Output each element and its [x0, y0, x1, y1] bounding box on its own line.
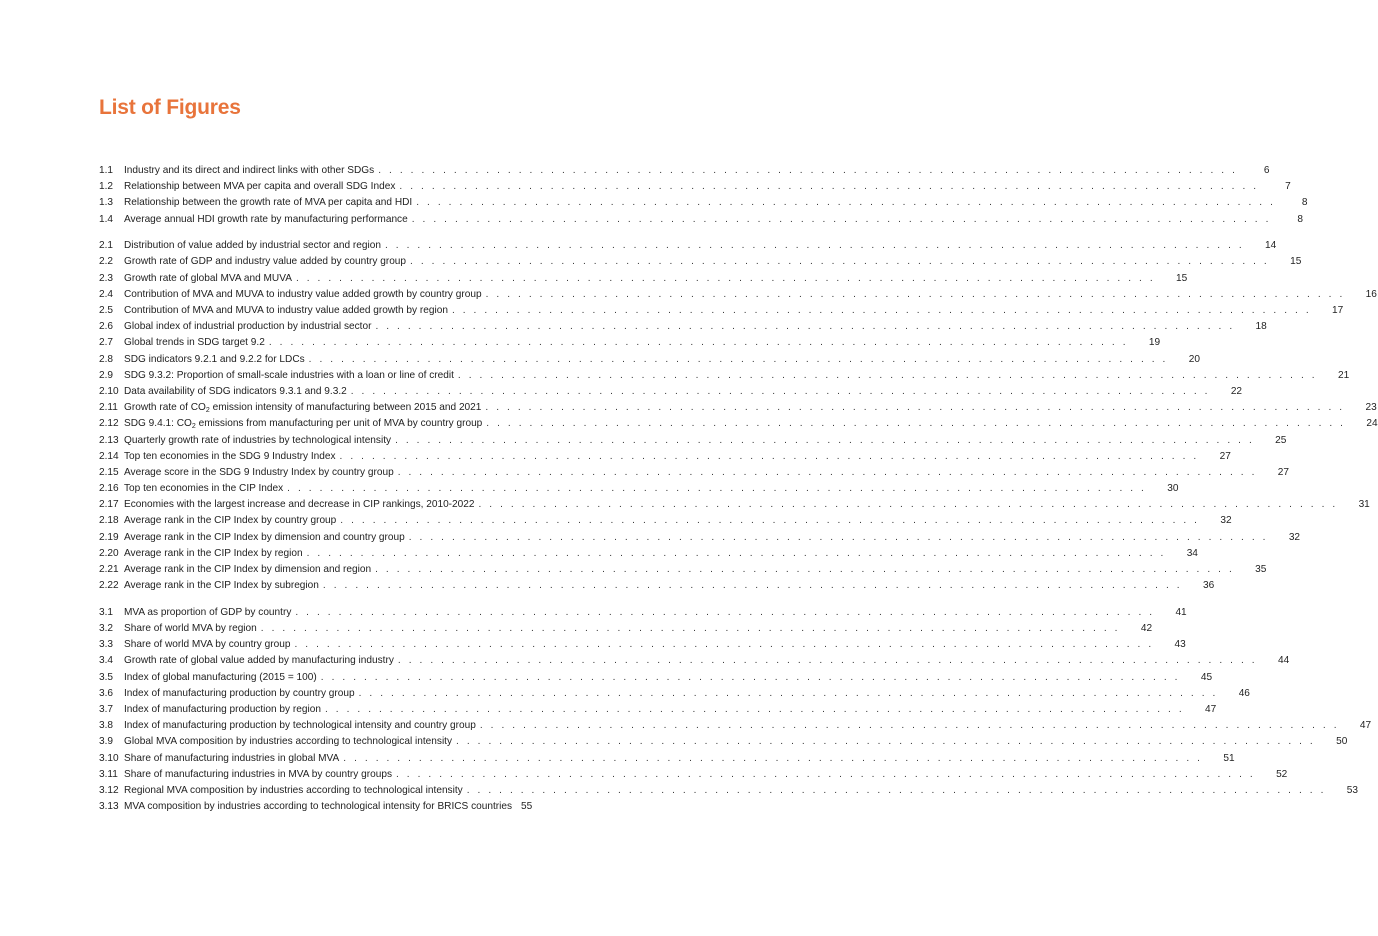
figure-number: 2.1: [99, 240, 114, 252]
figure-title: Index of manufacturing production by country group: [124, 687, 355, 699]
dot-leader: . . . . . . . . . . . . . . . . . . . . . . . . . . . . . . . . . . . . . . . . . . . . . . . . . . . . . . . . . . . . . . . . . . . . . . . . . . . . . . . .: [485, 402, 1345, 414]
page-number: 8: [1297, 213, 1304, 225]
dot-leader: . . . . . . . . . . . . . . . . . . . . . . . . . . . . . . . . . . . . . . . . . . . . . . . . . . . . . . . . . . . . . . . . . . . . . . . . . . . . . . . .: [384, 240, 1245, 252]
page-number: 50: [1336, 736, 1348, 748]
figure-number: 2.22: [99, 580, 119, 592]
dot-leader: . . . . . . . . . . . . . . . . . . . . . . . . . . . . . . . . . . . . . . . . . . . . . . . . . . . . . . . . . . . . . . . . . . . . . . . . . . . . . . . .: [322, 580, 1183, 592]
page-number: 41: [1175, 606, 1187, 618]
dot-leader: . . . . . . . . . . . . . . . . . . . . . . . . . . . . . . . . . . . . . . . . . . . . . . . . . . . . . . . . . . . . . . . . . . . . . . . . . . . . . . . .: [320, 671, 1181, 683]
figure-entry[interactable]: [99, 562, 1267, 578]
subscript: 2: [191, 423, 196, 431]
figure-title: SDG indicators 9.2.1 and 9.2.2 for LDCs: [124, 353, 305, 365]
figure-entry[interactable]: [99, 400, 1377, 416]
figure-title: Average rank in the CIP Index by dimension and country group: [124, 531, 405, 543]
figure-entry[interactable]: [99, 163, 1270, 179]
figure-title: Share of world MVA by region: [124, 623, 257, 635]
page-number: 32: [1288, 531, 1301, 543]
figure-title: Global MVA composition by industries according to technological intensity: [124, 736, 453, 748]
figure-number: 3.6: [99, 687, 114, 699]
figure-number: 1.4: [99, 213, 114, 225]
list-of-figures: [99, 163, 1378, 815]
figure-entry[interactable]: [99, 416, 1378, 432]
figure-title-part: Growth rate of CO: [124, 402, 206, 414]
figure-entry[interactable]: [99, 670, 1213, 686]
dot-leader: . . . . . . . . . . . . . . . . . . . . . . . . . . . . . . . . . . . . . . . . . . . . . . . . . . . . . . . . . . . . . . . . . . . . . . . . . . . . . . . .: [397, 655, 1258, 667]
figure-entry[interactable]: [99, 702, 1217, 718]
figure-number: 1.2: [99, 181, 114, 193]
page-number: 24: [1366, 418, 1378, 430]
dot-leader: . . . . . . . . . . . . . . . . . . . . . . . . . . . . . . . . . . . . . . . . . . . . . . . . . . . . . . . . . . . . . . . . . . . . . . . . . . . . . . . .: [411, 213, 1272, 225]
figure-entry[interactable]: [99, 368, 1350, 384]
page-number: 55: [521, 801, 533, 813]
figure-title: Regional MVA composition by industries according to technological intensity: [124, 784, 463, 796]
page-number: 27: [1277, 466, 1289, 478]
dot-leader: . . . . . . . . . . . . . . . . . . . . . . . . . . . . . . . . . . . . . . . . . . . . . . . . . . . . . . . . . . . . . . . . . . . . . . . . . . . . . . . .: [416, 197, 1276, 209]
dot-leader: . . . . . . . . . . . . . . . . . . . . . . . . . . . . . . . . . . . . . . . . . . . . . . . . . . . . . . . . . . . . . . . . . . . . . . . . . . . . . . . .: [268, 337, 1129, 349]
figure-entry[interactable]: [99, 497, 1370, 513]
figure-title: Average score in the SDG 9 Industry Index by country group: [124, 466, 394, 478]
figure-entry[interactable]: [99, 335, 1161, 351]
figure-group: [99, 163, 1308, 228]
figure-entry[interactable]: [99, 605, 1187, 621]
figure-title: Economies with the largest increase and decrease in CIP rankings, 2010-2022: [124, 499, 475, 511]
dot-leader: . . . . . . . . . . . . . . . . . . . . . . . . . . . . . . . . . . . . . . . . . . . . . . . . . . . . . . . . . . . . . . . . . . . . . . . . . . . . . . . .: [308, 353, 1168, 365]
dot-leader: . . . . . . . . . . . . . . . . . . . . . . . . . . . . . . . . . . . . . . . . . . . . . . . . . . . . . . . . . . . . . . . . . . . . . . . . . . . . . . . .: [485, 288, 1345, 300]
figure-number: 3.9: [99, 736, 114, 748]
page-number: 21: [1337, 369, 1350, 381]
figure-entry[interactable]: [99, 513, 1232, 529]
page-number: 36: [1202, 580, 1215, 592]
figure-title: Index of manufacturing production by region: [124, 704, 321, 715]
page-number: 23: [1365, 402, 1377, 414]
figure-number: 1.3: [99, 197, 114, 209]
figure-title: Industry and its direct and indirect links with other SDGs: [124, 165, 375, 176]
figure-title: Global index of industrial production by industrial sector: [124, 321, 372, 333]
dot-leader: . . . . . . . . . . . . . . . . . . . . . . . . . . . . . . . . . . . . . . . . . . . . . . . . . . . . . . . . . . . . . . . . . . . . . . . . . . . . . . . .: [350, 385, 1211, 397]
page-number: 22: [1230, 385, 1243, 397]
figure-title: Quarterly growth rate of industries by technological intensity: [124, 434, 392, 446]
dot-leader: . . . . . . . . . . . . . . . . . . . . . . . . . . . . . . . . . . . . . . . . . . . . . . . . . . . . . . . . . . . . . . . . . . . . . . . . . . . . . . . .: [343, 752, 1203, 764]
page-number: 51: [1223, 752, 1235, 764]
page-number: 30: [1167, 483, 1179, 495]
dot-leader: . . . . . . . . . . . . . . . . . . . . . . . . . . . . . . . . . . . . . . . . . . . . . . . . . . . . . . . . . . . . . . . . . . . . . . . . . . . . . . . .: [287, 483, 1147, 495]
page-number: 47: [1205, 704, 1217, 715]
page-number: 45: [1200, 671, 1213, 683]
figure-entry[interactable]: [99, 254, 1302, 270]
dot-leader: . . . . . . . . . . . . . . . . . . . . . . . . . . . . . . . . . . . . . . . . . . . . . . . . . . . . . . . . . . . . . . . . . . . . . . . . . . . . . . . .: [358, 687, 1218, 699]
figure-number: 3.7: [99, 704, 114, 715]
page-title: List of Figures: [99, 96, 241, 119]
figure-number: 3.11: [99, 768, 118, 780]
figure-entry[interactable]: [99, 718, 1372, 734]
figure-entry[interactable]: [99, 179, 1291, 195]
dot-leader: . . . . . . . . . . . . . . . . . . . . . . . . . . . . . . . . . . . . . . . . . . . . . . . . . . . . . . . . . . . . . . . . . . . . . . . . . . . . . . . .: [478, 499, 1338, 511]
dot-leader: . . . . . . . . . . . . . . . . . . . . . . . . . . . . . . . . . . . . . . . . . . . . . . . . . . . . . . . . . . . . . . . . . . . . . . . . . . . . . . . .: [375, 321, 1235, 333]
dot-leader: . . . . . . . . . . . . . . . . . . . . . . . . . . . . . . . . . . . . . . . . . . . . . . . . . . . . . . . . . . . . . . . . . . . . . . . . . . . . . . . .: [451, 305, 1312, 316]
dot-leader: . . . . . . . . . . . . . . . . . . . . . . . . . . . . . . . . . . . . . . . . . . . . . . . . . . . . . . . . . . . . . . . . . . . . . . . . . . . . . . . .: [486, 418, 1346, 430]
figure-entry[interactable]: [99, 433, 1287, 449]
subscript: 2: [205, 407, 210, 415]
figure-number: 3.12: [99, 784, 119, 796]
dot-leader: . . . . . . . . . . . . . . . . . . . . . . . . . . . . . . . . . . . . . . . . . . . . . . . . . . . . . . . . . . . . . . . . . . . . . . . . . . . . . . . .: [397, 466, 1257, 478]
figure-entry[interactable]: [99, 578, 1215, 594]
figure-entry[interactable]: [99, 783, 1358, 799]
page-number: 34: [1186, 547, 1198, 559]
figure-number: 2.5: [99, 305, 114, 316]
figure-entry[interactable]: [99, 653, 1290, 669]
figure-title: Relationship between MVA per capita and overall SDG Index: [124, 181, 396, 193]
page-number: 53: [1346, 784, 1358, 796]
figure-number: 2.2: [99, 256, 114, 268]
figure-entry[interactable]: [99, 319, 1267, 335]
dot-leader: . . . . . . . . . . . . . . . . . . . . . . . . . . . . . . . . . . . . . . . . . . . . . . . . . . . . . . . . . . . . . . . . . . . . . . . . . . . . . . . .: [395, 434, 1255, 446]
figure-number: 2.7: [99, 337, 114, 349]
figure-entry[interactable]: [99, 303, 1344, 319]
figure-number: 2.19: [99, 531, 119, 543]
figure-number: 2.6: [99, 321, 114, 333]
figure-number: 2.12: [99, 418, 119, 430]
figure-entry[interactable]: [99, 287, 1377, 303]
figure-title: Contribution of MVA and MUVA to industry value added growth by region: [124, 305, 448, 316]
figure-title: Average annual HDI growth rate by manufacturing performance: [124, 213, 408, 225]
dot-leader: . . . . . . . . . . . . . . . . . . . . . . . . . . . . . . . . . . . . . . . . . . . . . . . . . . . . . . . . . . . . . . . . . . . . . . . . . . . . . . . .: [324, 704, 1185, 715]
page-number: 25: [1275, 434, 1287, 446]
dot-leader: . . . . . . . . . . . . . . . . . . . . . . . . . . . . . . . . . . . . . . . . . . . . . . . . . . . . . . . . . . . . . . . . . . . . . . . . . . . . . . . .: [399, 181, 1259, 193]
dot-leader: . . . . . . . . . . . . . . . . . . . . . . . . . . . . . . . . . . . . . . . . . . . . . . . . . . . . . . . . . . . . . . . . . . . . . . . . . . . . . . . .: [375, 564, 1235, 575]
figure-entry[interactable]: [99, 767, 1288, 783]
figure-number: 3.13: [99, 801, 119, 813]
figure-number: 2.10: [99, 385, 119, 397]
figure-number: 2.3: [99, 272, 114, 284]
dot-leader: . . . . . . . . . . . . . . . . . . . . . . . . . . . . . . . . . . . . . . . . . . . . . . . . . . . . . . . . . . . . . . . . . . . . . . . . . . . . . . . .: [408, 531, 1269, 543]
figure-title: [124, 416, 482, 432]
figure-title: Top ten economies in the CIP Index: [124, 483, 284, 495]
figure-number: 2.21: [99, 564, 119, 575]
figure-number: 3.8: [99, 720, 114, 732]
figure-title: [124, 400, 481, 416]
page-number: 18: [1255, 321, 1267, 333]
figure-title: Average rank in the CIP Index by dimension and region: [124, 564, 372, 575]
page-number: 43: [1174, 639, 1186, 651]
page-number: 44: [1277, 655, 1290, 667]
figure-title: Top ten economies in the SDG 9 Industry Index: [124, 450, 336, 462]
figure-number: 2.8: [99, 353, 114, 365]
figure-title: MVA as proportion of GDP by country: [124, 606, 292, 618]
figure-title: Relationship between the growth rate of MVA per capita and HDI: [124, 197, 413, 209]
figure-number: 2.13: [99, 434, 119, 446]
page-number: 15: [1176, 272, 1188, 284]
figure-number: 2.18: [99, 515, 119, 527]
page-number: 15: [1290, 256, 1302, 268]
figure-number: 3.4: [99, 655, 114, 667]
dot-leader: . . . . . . . . . . . . . . . . . . . . . . . . . . . . . . . . . . . . . . . . . . . . . . . . . . . . . . . . . . . . . . . . . . . . . . . . . . . . . . . .: [410, 256, 1270, 268]
figure-number: 2.4: [99, 288, 114, 300]
figure-entry[interactable]: [99, 465, 1289, 481]
page-number: 27: [1219, 450, 1231, 462]
dot-leader: . . . . . . . . . . . . . . . . . . . . . . . . . . . . . . . . . . . . . . . . . . . . . . . . . . . . . . . . . . . . . . . . . . . . . . . . . . . . . . . .: [457, 369, 1318, 381]
figure-entry[interactable]: [99, 751, 1235, 767]
figure-number: 1.1: [99, 165, 114, 176]
figure-number: 3.2: [99, 623, 114, 635]
figure-title: MVA composition by industries according to technological intensity for BRICS countries: [124, 801, 513, 813]
figure-title: Share of manufacturing industries in MVA by country groups: [124, 768, 392, 780]
figure-number: 3.10: [99, 752, 119, 764]
figure-entry[interactable]: [99, 734, 1348, 750]
page-number: 32: [1220, 515, 1232, 527]
figure-title: Index of global manufacturing (2015 = 100): [124, 671, 317, 683]
figure-entry[interactable]: [99, 238, 1277, 254]
dot-leader: . . . . . . . . . . . . . . . . . . . . . . . . . . . . . . . . . . . . . . . . . . . . . . . . . . . . . . . . . . . . . . . . . . . . . . . . . . . . . . . .: [378, 165, 1238, 176]
dot-leader: . . . . . . . . . . . . . . . . . . . . . . . . . . . . . . . . . . . . . . . . . . . . . . . . . . . . . . . . . . . . . . . . . . . . . . . . . . . . . . . .: [306, 547, 1166, 559]
dot-leader: . . . . . . . . . . . . . . . . . . . . . . . . . . . . . . . . . . . . . . . . . . . . . . . . . . . . . . . . . . . . . . . . . . . . . . . . . . . . . . . .: [466, 784, 1326, 796]
page-number: 17: [1332, 305, 1344, 316]
figure-title: Growth rate of global value added by manufacturing industry: [124, 655, 394, 667]
page-number: 8: [1301, 197, 1308, 209]
page-number: 6: [1263, 165, 1270, 176]
figure-number: 2.16: [99, 483, 119, 495]
figure-group: [99, 238, 1378, 594]
figure-entry[interactable]: [99, 686, 1250, 702]
page-number: 14: [1265, 240, 1277, 252]
page-number: 16: [1365, 288, 1377, 300]
figure-title: Data availability of SDG indicators 9.3.1 and 9.3.2: [124, 385, 347, 397]
figure-number: 3.5: [99, 671, 114, 683]
figure-number: 3.1: [99, 606, 114, 618]
figure-title: Average rank in the CIP Index by region: [124, 547, 303, 559]
figure-title: Share of manufacturing industries in global MVA: [124, 752, 340, 764]
figure-title: Distribution of value added by industrial sector and region: [124, 240, 381, 252]
figure-entry[interactable]: [99, 384, 1243, 400]
figure-title: Contribution of MVA and MUVA to industry value added growth by country group: [124, 288, 482, 300]
dot-leader: . . . . . . . . . . . . . . . . . . . . . . . . . . . . . . . . . . . . . . . . . . . . . . . . . . . . . . . . . . . . . . . . . . . . . . . . . . . . . . . .: [479, 720, 1340, 732]
figure-entry[interactable]: [99, 546, 1198, 562]
dot-leader: . . . . . . . . . . . . . . . . . . . . . . . . . . . . . . . . . . . . . . . . . . . . . . . . . . . . . . . . . . . . . . . . . . . . . . . . . . . . . . . .: [295, 272, 1156, 284]
figure-title: Growth rate of GDP and industry value added by country group: [124, 256, 407, 268]
page-number: 42: [1140, 623, 1153, 635]
figure-title: Average rank in the CIP Index by country group: [124, 515, 337, 527]
figure-entry[interactable]: [99, 212, 1304, 228]
dot-leader: . . . . . . . . . . . . . . . . . . . . . . . . . . . . . . . . . . . . . . . . . . . . . . . . . . . . . . . . . . . . . . . . . . . . . . . . . . . . . . . .: [339, 450, 1199, 462]
figure-entry[interactable]: [99, 352, 1200, 368]
dot-leader: . . . . . . . . . . . . . . . . . . . . . . . . . . . . . . . . . . . . . . . . . . . . . . . . . . . . . . . . . . . . . . . . . . . . . . . . . . . . . . . .: [295, 606, 1155, 618]
figure-number: 2.17: [99, 499, 119, 511]
figure-entry[interactable]: [99, 481, 1179, 497]
figure-title: Global trends in SDG target 9.2: [124, 337, 265, 349]
figure-entry[interactable]: [99, 530, 1301, 546]
figure-entry[interactable]: [99, 195, 1308, 211]
dot-leader: . . . . . . . . . . . . . . . . . . . . . . . . . . . . . . . . . . . . . . . . . . . . . . . . . . . . . . . . . . . . . . . . . . . . . . . . . . . . . . . .: [396, 768, 1256, 780]
figure-entry[interactable]: [99, 271, 1188, 287]
figure-number: 2.15: [99, 466, 119, 478]
page-number: 47: [1359, 720, 1372, 732]
page-number: 46: [1238, 687, 1250, 699]
dot-leader: . . . . . . . . . . . . . . . . . . . . . . . . . . . . . . . . . . . . . . . . . . . . . . . . . . . . . . . . . . . . . . . . . . . . . . . . . . . . . . . .: [340, 515, 1200, 527]
figure-title-part: SDG 9.4.1: CO: [124, 418, 192, 430]
figure-title: Average rank in the CIP Index by subregion: [124, 580, 319, 592]
figure-title: Index of manufacturing production by technological intensity and country group: [124, 720, 476, 732]
figure-title: Growth rate of global MVA and MUVA: [124, 272, 292, 284]
page-number: 7: [1285, 181, 1291, 193]
figure-entry[interactable]: [99, 621, 1153, 637]
dot-leader: . . . . . . . . . . . . . . . . . . . . . . . . . . . . . . . . . . . . . . . . . . . . . . . . . . . . . . . . . . . . . . . . . . . . . . . . . . . . . . . .: [260, 623, 1121, 635]
figure-number: 2.9: [99, 369, 114, 381]
figure-title: SDG 9.3.2: Proportion of small-scale industries with a loan or line of credit: [124, 369, 454, 381]
figure-entry[interactable]: [99, 637, 1186, 653]
figure-number: 2.11: [99, 402, 118, 414]
figure-number: 2.20: [99, 547, 119, 559]
figure-entry[interactable]: [99, 449, 1231, 465]
figure-entry[interactable]: [99, 799, 563, 815]
figure-group: [99, 605, 1372, 815]
dot-leader: . . . . . . . . . . . . . . . . . . . . . . . . . . . . . . . . . . . . . . . . . . . . . . . . . . . . . . . . . . . . . . . . . . . . . . . . . . . . . . . .: [294, 639, 1154, 651]
page-number: 19: [1148, 337, 1161, 349]
page-number: 31: [1358, 499, 1370, 511]
figure-number: 3.3: [99, 639, 114, 651]
figure-number: 2.14: [99, 450, 119, 462]
figure-title-part: emissions from manufacturing per unit of MVA by country group: [195, 418, 483, 430]
page-number: 35: [1255, 564, 1267, 575]
dot-leader: . . . . . . . . . . . . . . . . . . . . . . . . . . . . . . . . . . . . . . . . . . . . . . . . . . . . . . . . . . . . . . . . . . . . . . . . . . . . . . . .: [456, 736, 1316, 748]
figure-title: Share of world MVA by country group: [124, 639, 291, 651]
page-number: 52: [1276, 768, 1288, 780]
figure-title-part: emission intensity of manufacturing between 2015 and 2021: [209, 402, 482, 414]
page-number: 20: [1188, 353, 1200, 365]
